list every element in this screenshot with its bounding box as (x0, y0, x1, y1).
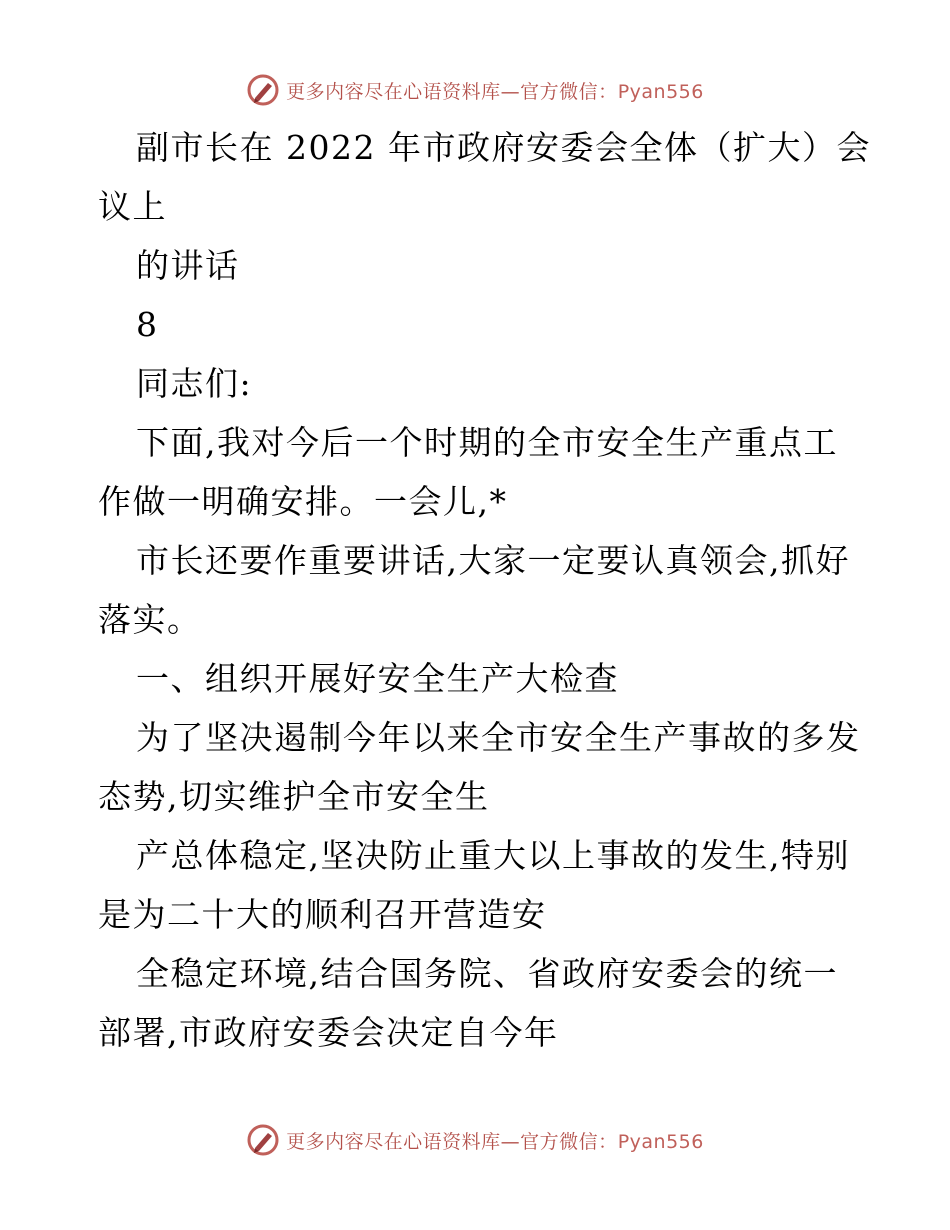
paragraph-line: 是为二十大的顺利召开营造安 (98, 895, 547, 934)
paragraph-line: 作做一明确安排。一会儿,* (98, 482, 508, 521)
footer-banner-id: Pyan556 (617, 1130, 704, 1153)
title-line-1: 副市长在 2022 年市政府安委会全体（扩大）会 (136, 128, 871, 167)
footer-banner-sub: 官方微信： (520, 1130, 618, 1153)
section-heading: 一、组织开展好安全生产大检查 (136, 659, 619, 698)
header-banner (0, 70, 950, 110)
title-line-2: 议上 (98, 187, 167, 226)
header-banner-main: 更多内容尽在心语资料库 (286, 80, 501, 103)
paragraph-line: 为了坚决遏制今年以来全市安全生产事故的多发 (136, 718, 861, 757)
header-banner-text (286, 77, 704, 104)
footer-banner (0, 1120, 950, 1160)
header-banner-separator: — (500, 80, 521, 103)
document-body (98, 118, 871, 1062)
page-number-line: 8 (136, 305, 159, 344)
paragraph-line: 态势,切实维护全市安全生 (98, 777, 490, 816)
paragraph-line: 部署,市政府安委会决定自今年 (98, 1013, 559, 1052)
paragraph-line: 市长还要作重要讲话,大家一定要认真领会,抓好 (136, 541, 850, 580)
footer-banner-main: 更多内容尽在心语资料库 (286, 1130, 501, 1153)
paragraph-line: 下面,我对今后一个时期的全市安全生产重点工 (136, 423, 838, 462)
title-line-3: 的讲话 (136, 246, 240, 285)
paragraph-line: 全稳定环境,结合国务院、省政府安委会的统一 (136, 954, 838, 993)
paragraph-line: 落实。 (98, 600, 202, 639)
header-banner-sub: 官方微信： (520, 80, 618, 103)
pen-circle-logo-icon (246, 1123, 280, 1157)
footer-banner-text (286, 1127, 704, 1154)
salutation: 同志们: (136, 364, 253, 403)
header-banner-id: Pyan556 (617, 80, 704, 103)
pen-circle-logo-icon (246, 73, 280, 107)
footer-banner-separator: — (500, 1130, 521, 1153)
paragraph-line: 产总体稳定,坚决防止重大以上事故的发生,特别 (136, 836, 850, 875)
